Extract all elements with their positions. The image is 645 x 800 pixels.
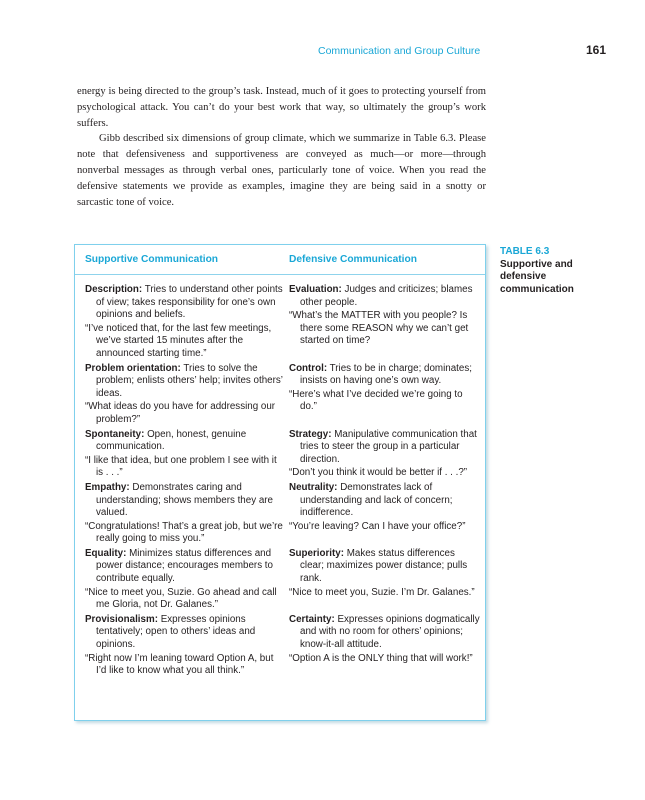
supportive-definition	[85, 284, 283, 322]
supportive-cell	[85, 614, 289, 678]
table-6-3	[74, 244, 486, 721]
supportive-term: Description:	[85, 284, 143, 295]
defensive-cell	[289, 363, 485, 427]
defensive-definition-text: Expresses opinions dogmatically and with no room for others’ opinions; know-it-all attitude.	[300, 613, 480, 651]
defensive-definition-text: Makes status differences clear; maximizes power distance; pulls rank.	[300, 547, 468, 585]
defensive-cell	[289, 548, 485, 612]
body-paragraph-1: energy is being directed to the group’s task. Instead, much of it goes to protecting yourself from psychological attack. You can’t do your best work that way, so ultimately the group’s work suffers.	[77, 86, 486, 129]
supportive-cell	[85, 482, 289, 546]
header-defensive: Defensive Communication	[289, 254, 417, 265]
defensive-example: “Option A is the ONLY thing that will work!”	[289, 652, 473, 664]
supportive-definition-text: Open, honest, genuine communication.	[96, 428, 247, 453]
supportive-definition-text: Minimizes status differences and power distance; encourages members to contribute equally.	[96, 547, 273, 585]
defensive-cell	[289, 284, 485, 361]
defensive-example: “Here’s what I’ve decided we’re going to do.”	[289, 388, 463, 413]
table-row	[75, 548, 485, 612]
supportive-example: “Nice to meet you, Suzie. Go ahead and call me Gloria, not Dr. Galanes.”	[85, 586, 277, 611]
supportive-term: Empathy:	[85, 481, 130, 493]
supportive-definition-text: Demonstrates caring and understanding; shows members they are valued.	[96, 481, 273, 519]
defensive-term: Strategy:	[289, 428, 332, 440]
supportive-term: Problem orientation:	[85, 362, 181, 374]
defensive-definition	[289, 284, 481, 309]
page-number: 161	[586, 43, 607, 57]
supportive-term: Provisionalism:	[85, 613, 158, 625]
defensive-definition-text: Manipulative communication that tries to steer the group in a particular direction.	[300, 428, 477, 465]
defensive-cell	[289, 614, 485, 678]
defensive-example: “You’re leaving? Can I have your office?”	[289, 520, 466, 532]
defensive-definition	[289, 482, 481, 520]
supportive-definition	[85, 363, 283, 401]
table-number: TABLE 6.3	[500, 246, 550, 257]
supportive-example: “I’ve noticed that, for the last few meetings, we’ve started 15 minutes after the announced starting time.”	[85, 322, 272, 359]
supportive-example: “Right now I’m leaning toward Option A, but I’d like to know what you all think.”	[85, 652, 274, 677]
defensive-definition-text: Judges and criticizes; blames other people.	[300, 284, 473, 308]
defensive-term: Control:	[289, 362, 328, 374]
supportive-definition	[85, 482, 283, 520]
supportive-term: Equality:	[85, 547, 127, 559]
table-row	[75, 363, 485, 427]
defensive-definition	[289, 363, 481, 388]
supportive-cell	[85, 284, 289, 361]
defensive-definition	[289, 614, 481, 652]
defensive-term: Superiority:	[289, 547, 344, 559]
supportive-definition	[85, 548, 283, 586]
defensive-definition-text: Demonstrates lack of understanding and lack of concern; indifference.	[300, 481, 453, 519]
defensive-term: Certainty:	[289, 613, 335, 625]
supportive-cell	[85, 429, 289, 480]
table-row	[75, 614, 485, 678]
body-paragraph-2: Gibb described six dimensions of group climate, which we summarize in Table 6.3. Please note that defensiveness and supportiveness are conveyed as much—or more—through nonverbal messages as through verbal ones, particularly tone of voice. When you read the defensive statements we provide as examples, imagine they are being said in a snotty or sarcastic tone of voice.	[77, 133, 486, 208]
supportive-example: “I like that idea, but one problem I see with it is . . .”	[85, 454, 277, 479]
supportive-term: Spontaneity:	[85, 428, 145, 440]
supportive-cell	[85, 548, 289, 612]
defensive-example: “Nice to meet you, Suzie. I’m Dr. Galanes.”	[289, 586, 475, 598]
defensive-definition	[289, 548, 481, 586]
supportive-example: “Congratulations! That’s a great job, but we’re really going to miss you.”	[85, 520, 283, 545]
defensive-definition-text: Tries to be in charge; dominates; insists on having one’s own way.	[300, 362, 472, 387]
defensive-example: “What’s the MATTER with you people? Is there some REASON why we can’t get started on time?	[289, 310, 469, 347]
defensive-example: “Don’t you think it would be better if . . .?”	[289, 467, 468, 479]
table-body	[75, 275, 485, 680]
body-text	[77, 84, 486, 210]
row-gap	[75, 678, 485, 680]
supportive-definition-text: Expresses opinions tentatively; open to others’ ideas and opinions.	[96, 613, 256, 651]
table-caption	[500, 246, 590, 296]
defensive-definition	[289, 429, 481, 467]
defensive-cell	[289, 429, 485, 480]
table-row	[75, 429, 485, 480]
supportive-definition	[85, 429, 283, 454]
defensive-term: Neutrality:	[289, 481, 338, 493]
running-head: Communication and Group Culture	[318, 45, 481, 57]
defensive-term: Evaluation:	[289, 284, 342, 295]
supportive-definition	[85, 614, 283, 652]
table-title: Supportive and defensive communication	[500, 258, 574, 295]
supportive-definition-text: Tries to understand other points of view; takes responsibility for one’s own opinions and beliefs.	[96, 284, 283, 321]
table-row	[75, 284, 485, 361]
header-supportive: Supportive Communication	[85, 254, 219, 265]
supportive-example: “What ideas do you have for addressing our problem?”	[85, 401, 276, 425]
supportive-cell	[85, 363, 289, 427]
defensive-cell	[289, 482, 485, 546]
table-header-row	[75, 245, 485, 275]
table-row	[75, 482, 485, 546]
supportive-definition-text: Tries to solve the problem; enlists others’ help; invites others’ ideas.	[96, 362, 283, 399]
